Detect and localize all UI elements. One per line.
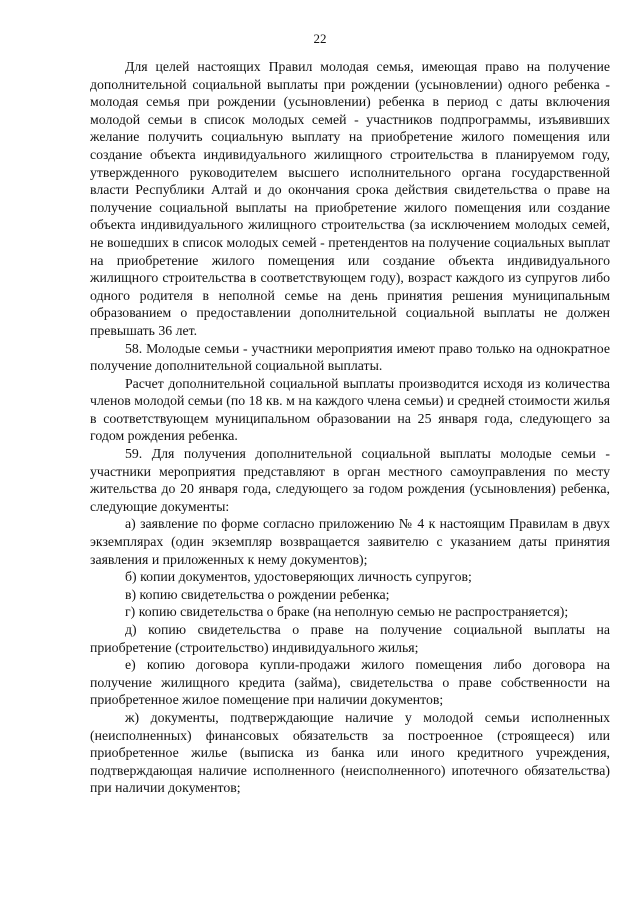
paragraph-payment-calculation: Расчет дополнительной социальной выплаты производится исходя из количества членов молодой семьи (по 18 кв. м на каждого члена семьи) и средней стоимости жилья в соответствующем муниципальном образовании на 25 января года, следующего за годом рождения ребенка. bbox=[90, 375, 610, 444]
paragraph-clause-58: 58. Молодые семьи - участники мероприятия имеют право только на однократное получение дополнительной социальной выплаты. bbox=[90, 340, 610, 374]
list-item-b: б) копии документов, удостоверяющих личность супругов; bbox=[125, 569, 472, 585]
list-item-e: е) копию договора купли-продажи жилого помещения либо договора на получение жилищного кредита (займа), свидетельства о праве собственности на приобретенное жилое помещение при наличии документов; bbox=[90, 657, 610, 708]
page-number: 22 bbox=[313, 31, 327, 46]
document-body bbox=[90, 58, 610, 797]
list-item-a: а) заявление по форме согласно приложению № 4 к настоящим Правилам в двух экземплярах (один экземпляр возвращается заявителю с указанием даты принятия заявления и приложенных к нему документов); bbox=[90, 516, 610, 567]
list-item-v: в) копию свидетельства о рождении ребенка; bbox=[125, 586, 390, 602]
list-item-g: г) копию свидетельства о браке (на неполную семью не распространяется); bbox=[125, 604, 569, 620]
paragraph-clause-59: 59. Для получения дополнительной социальной выплаты молодые семьи - участники мероприятия представляют в орган местного самоуправления по месту жительства до 20 января года, следующего за годом рождения (усыновления) ребенка, следующие документы: bbox=[90, 446, 610, 514]
paragraph-eligibility-conditions: Для целей настоящих Правил молодая семья, имеющая право на получение дополнительной социальной выплаты при рождении (усыновлении) одного ребенка - молодая семья при рождении (усыновлении) ребенка в период с даты включения молодой семьи в список молодых семей - участников подпрограммы, изъявивших желание получить социальную выплату на приобретение жилого помещения или создание объекта индивидуального жилищного строительства в планируемом году, утвержденного руководителем высшего исполнительного органа государственной власти Республики Алтай и до окончания срока действия свидетельства о праве на получение социальной выплаты на приобретение жилого помещения или создание объекта индивидуального жилищного строительства (за исключением молодых семей, не вошедших в список молодых семей - претендентов на получение социальных выплат на приобретение жилого помещения или создание объекта индивидуального жилищного строительства в соответствующем году), возраст каждого из супругов либо одного родителя в неполной семье на день принятия решения муниципальным образованием о предоставлении дополнительной социальной выплаты не должен превышать 36 лет. bbox=[90, 59, 610, 338]
list-item-zh: ж) документы, подтверждающие наличие у молодой семьи исполненных (неисполненных) финансовых обязательств за построенное (строящееся) или приобретенное жилье (выписка из банка или иного кредитного учреждения, подтверждающая наличие исполненного (неисполненного) ипотечного обязательства) при наличии документов; bbox=[90, 709, 610, 796]
list-item-d: д) копию свидетельства о праве на получение социальной выплаты на приобретение (строительство) индивидуального жилья; bbox=[90, 622, 610, 655]
